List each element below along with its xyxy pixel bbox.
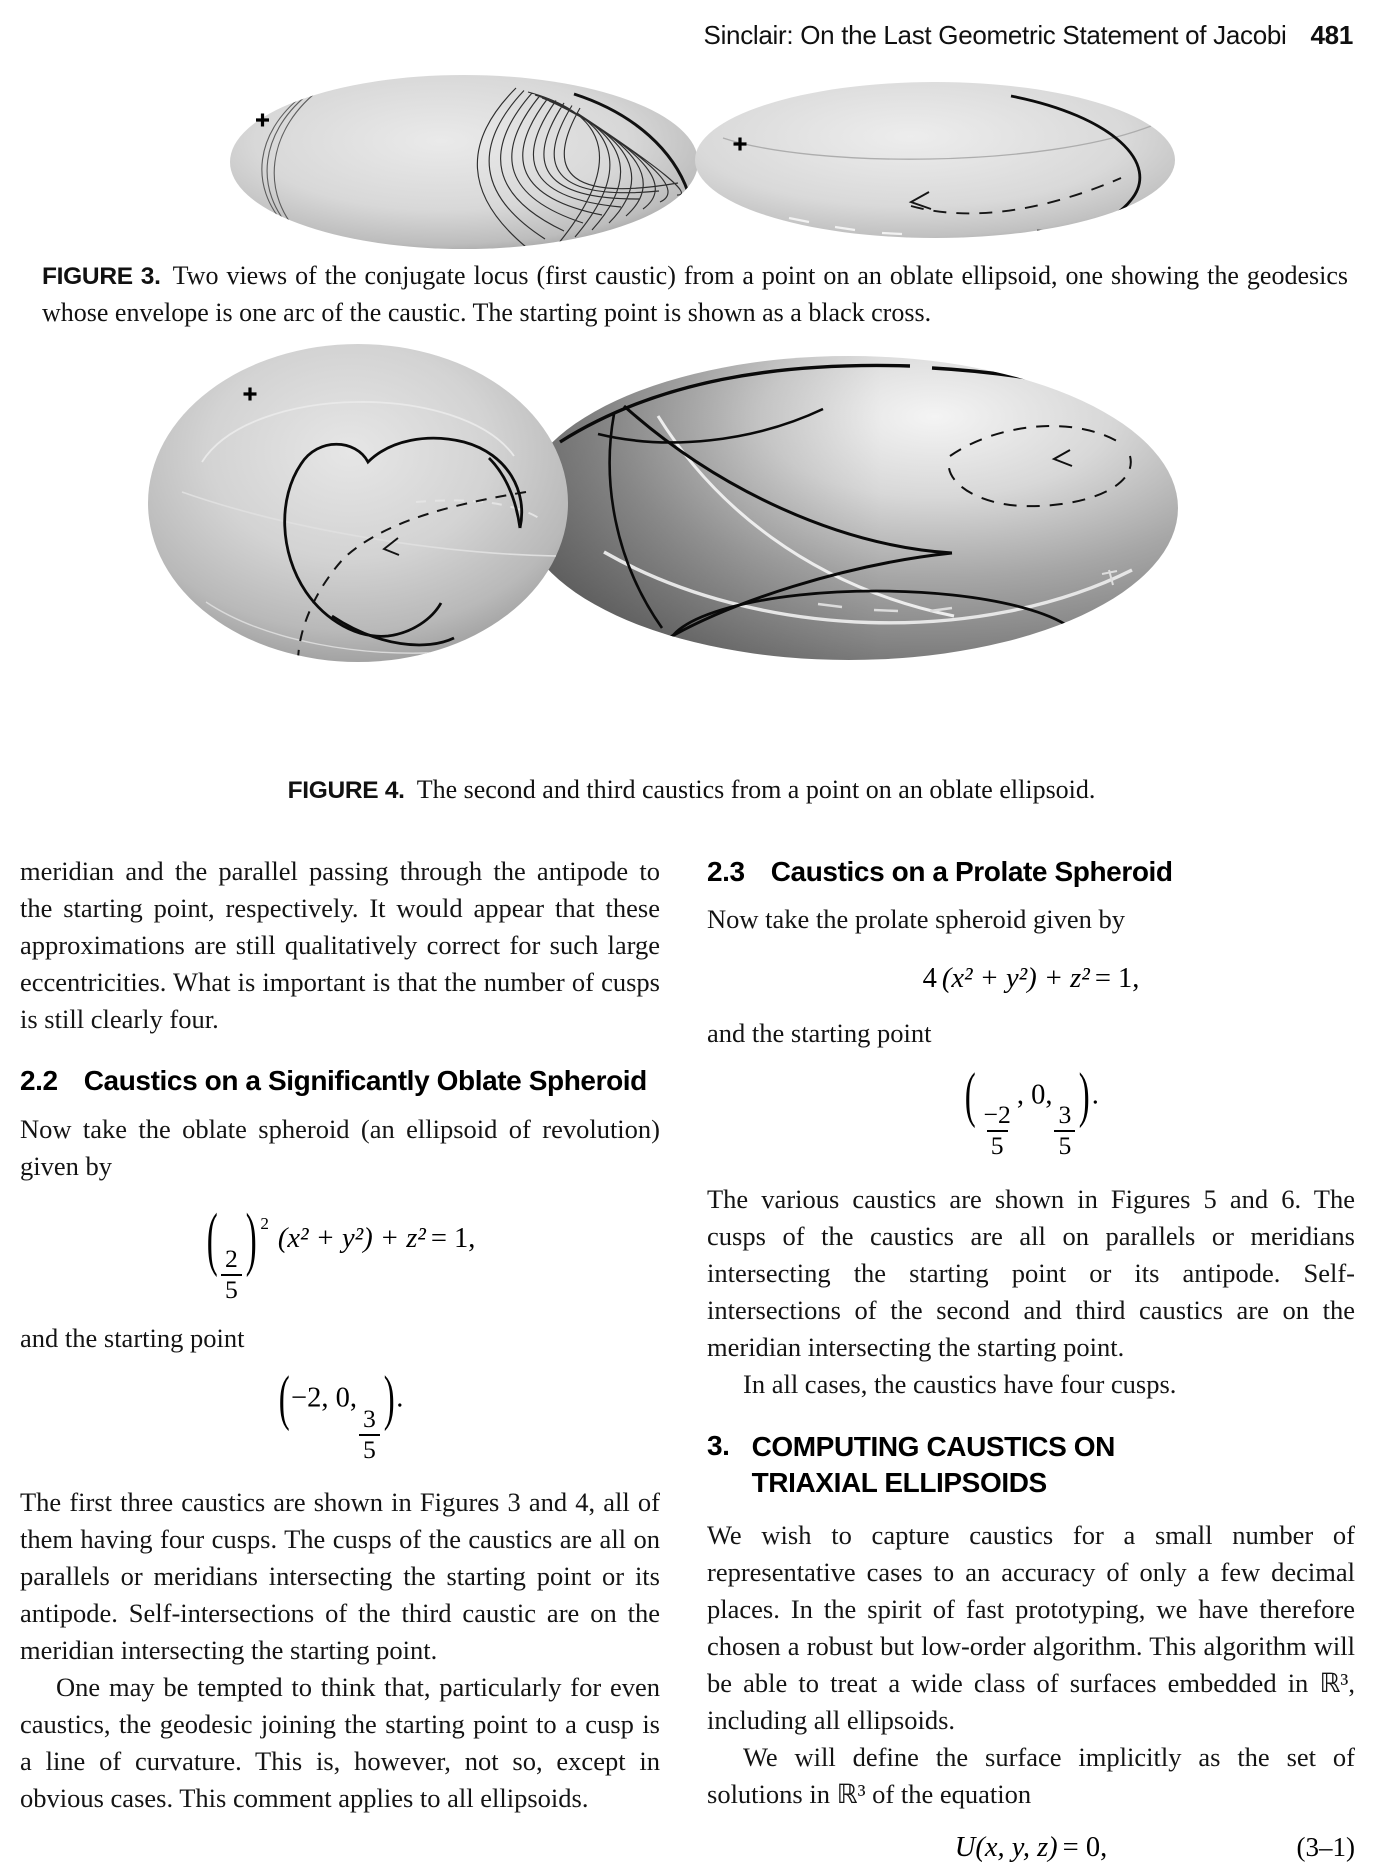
figure4-left-ellipsoid	[146, 342, 570, 664]
left-column	[20, 853, 660, 1817]
section-3-heading	[707, 1429, 1355, 1501]
ellipsoid-body	[695, 82, 1175, 238]
big-paren: (	[278, 1363, 290, 1433]
section-title-line1: COMPUTING CAUSTICS ON	[751, 1430, 1115, 1462]
section-number: 2.3	[707, 856, 745, 887]
shading-overlay	[520, 356, 1178, 660]
equation-prolate-spheroid	[707, 960, 1355, 997]
fraction-denominator: 5	[1054, 1130, 1075, 1161]
equation-period: .	[1091, 1079, 1099, 1111]
page-number: 481	[1310, 20, 1353, 50]
big-paren: (	[964, 1060, 976, 1129]
paragraph: The first three caustics are shown in Figures 3 and 4, all of them having four cusps. The cusps of the caustics are all on parallels or meridians intersecting the starting point or its antipode. Self-intersections of the third caustic are on the meridian intersecting the starting point.	[20, 1487, 660, 1666]
equation-body: (x² + y²) + z²	[941, 963, 1090, 994]
paragraph: We wish to capture caustics for a small number of representative cases to an accuracy of only a few decimal places. In the spirit of fast prototyping, we have therefore chosen a robust but low-order algorithm. This algorithm will be able to treat a wide class of surfaces embedded in ℝ³, including all ellipsoids.	[707, 1519, 1355, 1735]
figure3-label: FIGURE 3.	[42, 263, 161, 290]
paragraph: and the starting point	[20, 1323, 245, 1354]
section-title	[752, 1429, 1115, 1501]
fraction-denominator: 5	[987, 1130, 1008, 1161]
fraction-numerator: 2	[225, 1243, 238, 1273]
section-title-line2: TRIAXIAL ELLIPSOIDS	[751, 1466, 1047, 1498]
section-2-3-heading	[707, 855, 1355, 889]
paragraph: The various caustics are shown in Figures 5 and 6. The cusps of the caustics are all on parallels or meridians intersecting the starting point or its antipode. Self-intersections of the second and third caustics are on the meridian intersecting the starting point.	[707, 1183, 1355, 1362]
paragraph: Now take the prolate spheroid given by	[707, 904, 1125, 934]
section-title: Caustics on a Prolate Spheroid	[770, 856, 1173, 887]
equation-starting-point-oblate	[20, 1363, 660, 1464]
paragraph: meridian and the parallel passing through the antipode to the starting point, respectively. It would appear that these approximations are still qualitatively correct for such large eccentricities. What is important is that the number of cusps is still clearly four.	[20, 856, 660, 1034]
equation-tail: = 1,	[1094, 963, 1140, 994]
big-paren: )	[245, 1198, 257, 1278]
equation-oblate-spheroid	[20, 1198, 660, 1304]
paragraph: Now take the oblate spheroid (an ellipsoid of revolution) given by	[20, 1114, 660, 1181]
section-number: 2.2	[20, 1065, 58, 1096]
running-head	[704, 20, 1353, 51]
figure4-caption-text: The second and third caustics from a point on an oblate ellipsoid.	[416, 775, 1096, 804]
equation-number: (3–1)	[1296, 1831, 1355, 1862]
fraction-numerator: 3	[363, 1403, 376, 1433]
running-title: Sinclair: On the Last Geometric Statement of Jacobi	[703, 20, 1287, 50]
section-number: 3.	[707, 1429, 730, 1461]
paragraph: One may be tempted to think that, particularly for even caustics, the geodesic joining the starting point to a cusp is a line of curvature. This is, however, not so, except in obvious cases. This comment applies to all ellipsoids.	[20, 1672, 660, 1814]
section-title: Caustics on a Significantly Oblate Spheroid	[83, 1065, 647, 1096]
paragraph: We will define the surface implicitly as the set of solutions in ℝ³ of the equation	[707, 1741, 1355, 1809]
coords-pre: −2, 0,	[291, 1382, 357, 1414]
exponent: 2	[260, 1214, 269, 1233]
paragraph: In all cases, the caustics have four cusps.	[743, 1368, 1177, 1399]
right-column	[707, 853, 1355, 1866]
figure4-right-ellipsoid	[518, 354, 1180, 662]
equation-tail: = 1,	[430, 1222, 476, 1254]
figure3-left-ellipsoid	[228, 74, 700, 252]
figure4-label: FIGURE 4.	[287, 777, 405, 804]
figure3-caption	[42, 258, 1348, 331]
big-paren: )	[383, 1363, 395, 1433]
coefficient: 4	[922, 963, 937, 994]
paragraph: and the starting point	[707, 1018, 932, 1048]
fraction-numerator: 3	[1058, 1100, 1072, 1130]
figure3-right-ellipsoid	[693, 80, 1177, 240]
equation-body-wrap	[955, 1829, 1107, 1866]
equation-function: U(x, y, z)	[954, 1831, 1058, 1863]
big-paren: (	[206, 1198, 218, 1278]
coords-mid: , 0,	[1016, 1079, 1053, 1111]
fraction-numerator: −2	[983, 1100, 1011, 1130]
section-2-2-heading	[20, 1064, 660, 1098]
equation-starting-point-prolate	[707, 1060, 1355, 1161]
big-paren: )	[1079, 1060, 1091, 1129]
fraction-denominator: 5	[221, 1274, 242, 1305]
equation-tail: = 0,	[1062, 1831, 1108, 1863]
fraction-denominator: 5	[359, 1434, 380, 1465]
equation-body: (x² + y²) + z²	[277, 1222, 426, 1254]
figure4-caption	[0, 772, 1383, 809]
equation-period: .	[396, 1382, 404, 1414]
equation-implicit-surface	[707, 1829, 1355, 1866]
ellipsoid-body	[148, 344, 568, 662]
figure3-caption-text: Two views of the conjugate locus (first caustic) from a point on an oblate ellipsoid, one showing the geodesics whose envelope is one arc of the caustic. The starting point is shown as a black cross.	[42, 261, 1348, 327]
